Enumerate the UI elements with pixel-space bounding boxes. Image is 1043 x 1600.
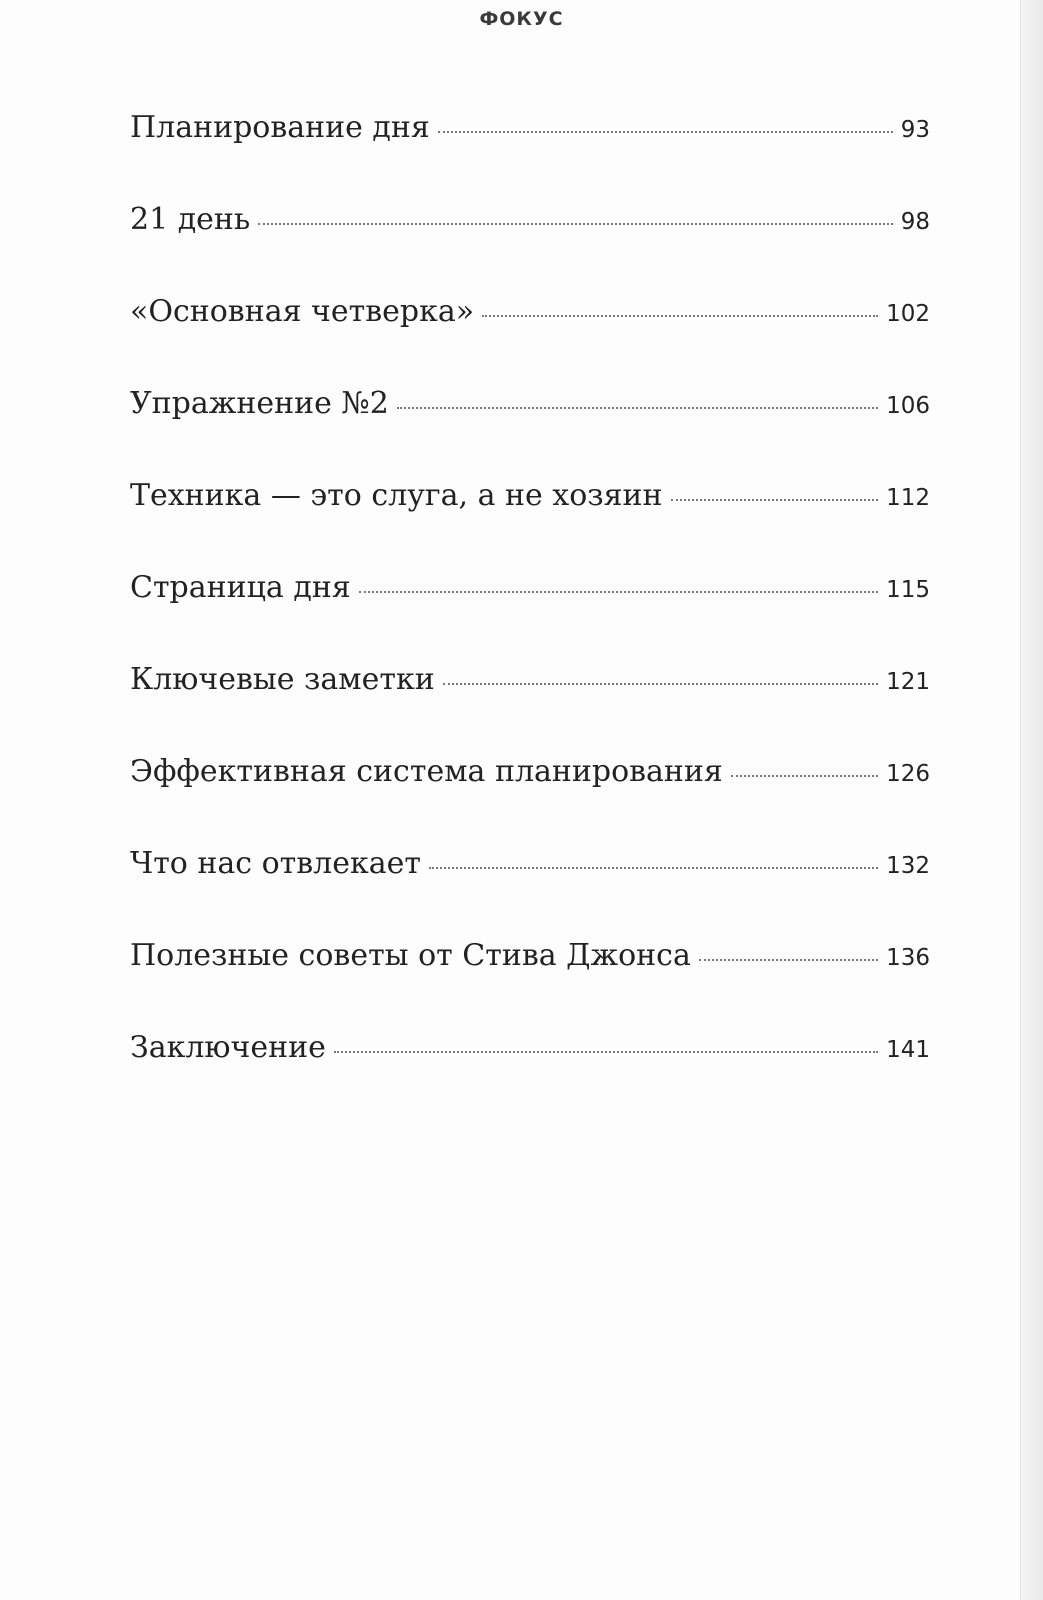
toc-entry-title: Что нас отвлекает (130, 846, 421, 881)
toc-entry[interactable] (130, 1030, 930, 1122)
toc-entry[interactable] (130, 386, 930, 478)
toc-entry[interactable] (130, 202, 930, 294)
toc-entry-title: Эффективная система планирования (130, 754, 723, 789)
toc-entry-page: 93 (900, 117, 930, 143)
toc-leader-dots (429, 867, 878, 869)
toc-entry-title: Страница дня (130, 570, 351, 605)
toc-entry-page: 98 (900, 209, 930, 235)
toc-leader-dots (334, 1051, 878, 1053)
toc-entry-page: 141 (886, 1037, 930, 1063)
toc-leader-dots (731, 775, 878, 777)
toc-entry-title: «Основная четверка» (130, 294, 475, 329)
page-edge (1020, 0, 1043, 1600)
toc-entry[interactable] (130, 938, 930, 1030)
toc-leader-dots (443, 683, 878, 685)
table-of-contents (130, 110, 930, 1122)
toc-entry-page: 126 (886, 761, 930, 787)
toc-leader-dots (258, 223, 892, 225)
toc-entry[interactable] (130, 110, 930, 202)
toc-entry-title: Планирование дня (130, 110, 430, 145)
running-header: ФОКУС (479, 8, 564, 30)
toc-entry-page: 115 (886, 577, 930, 603)
toc-entry[interactable] (130, 754, 930, 846)
toc-entry-page: 132 (886, 853, 930, 879)
toc-leader-dots (482, 315, 878, 317)
toc-entry[interactable] (130, 846, 930, 938)
toc-entry-page: 112 (886, 485, 930, 511)
toc-entry[interactable] (130, 294, 930, 386)
toc-entry-page: 121 (886, 669, 930, 695)
toc-entry-page: 102 (886, 301, 930, 327)
toc-entry[interactable] (130, 570, 930, 662)
toc-leader-dots (359, 591, 878, 593)
toc-entry-page: 106 (886, 393, 930, 419)
toc-entry[interactable] (130, 478, 930, 570)
toc-entry-page: 136 (886, 945, 930, 971)
toc-entry-title: Заключение (130, 1030, 326, 1065)
toc-entry-title: Техника — это слуга, а не хозяин (130, 478, 663, 513)
toc-leader-dots (397, 407, 878, 409)
toc-entry-title: Полезные советы от Стива Джонса (130, 938, 691, 973)
toc-entry-title: 21 день (130, 202, 251, 237)
toc-entry-title: Ключевые заметки (130, 662, 435, 697)
toc-entry-title: Упражнение №2 (130, 386, 389, 421)
toc-leader-dots (438, 131, 893, 133)
toc-entry[interactable] (130, 662, 930, 754)
toc-leader-dots (671, 499, 879, 501)
toc-leader-dots (699, 959, 878, 961)
